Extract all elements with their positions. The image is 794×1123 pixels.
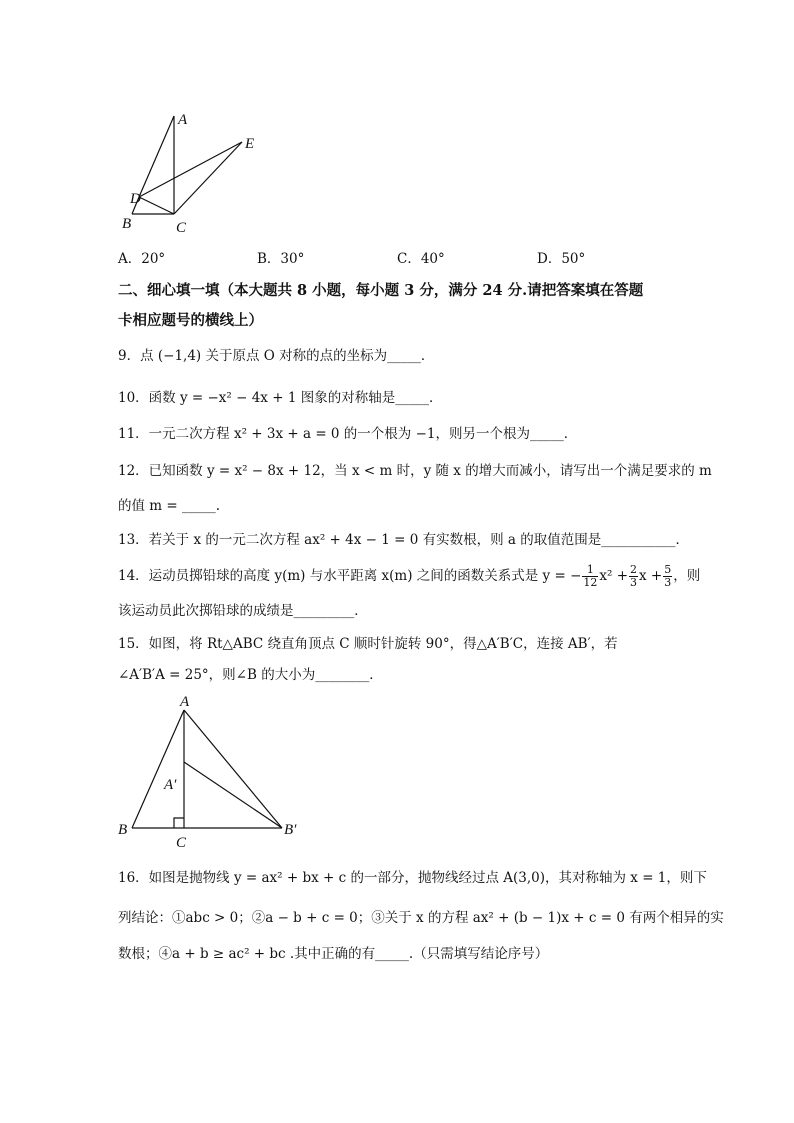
figure-triangle-ade [110, 108, 290, 238]
question-16-line2: 列结论：①abc > 0；②a − b + c = 0；③关于 x 的方程 ax² + (b − 1)x + c = 0 有两个相异的实 [118, 910, 724, 926]
segment-ce [174, 142, 242, 214]
label-a-prime: A′ [164, 777, 177, 793]
label-a: A [178, 112, 188, 128]
q14-text-before: 14．运动员掷铅球的高度 y(m) 与水平距离 x(m) 之间的函数关系式是 y = − [118, 568, 582, 584]
section-heading-line1: 二、细心填一填（本大题共 8 小题，每小题 3 分，满分 24 分.请把答案填在答题 [118, 282, 644, 299]
q14-text-mid1: x² + [599, 568, 629, 584]
right-angle-mark [174, 818, 184, 828]
label-e: E [245, 136, 255, 152]
segment-ad [139, 116, 174, 197]
question-12-line1: 12．已知函数 y = x² − 8x + 12，当 x < m 时，y 随 x 的增大而减小，请写出一个满足要求的 m [118, 463, 712, 479]
segment-ab-prime [184, 710, 282, 828]
label-b: B [122, 216, 132, 232]
question-13: 13．若关于 x 的一元二次方程 ax² + 4x − 1 = 0 有实数根，则 a 的取值范围是___________． [118, 532, 689, 548]
fraction-numerator: 5 [664, 563, 672, 576]
label-c: C [176, 220, 187, 236]
label-c: C [176, 835, 187, 851]
segment-a-prime-b-prime [184, 762, 282, 828]
segment-ab [132, 710, 184, 828]
question-15-line1: 15．如图，将 Rt△ABC 绕直角顶点 C 顺时针旋转 90°，得△A′B′C，连接 AB′，若 [118, 636, 618, 652]
label-d: D [130, 191, 141, 207]
fraction-denominator: 12 [583, 576, 598, 589]
section-heading-line2: 卡相应题号的横线上） [118, 312, 263, 329]
question-16-line1: 16．如图是抛物线 y = ax² + bx + c 的一部分，抛物线经过点 A(3,0)，其对称轴为 x = 1，则下 [118, 870, 707, 886]
label-b: B [118, 822, 128, 838]
choice-d: D．50° [537, 251, 586, 267]
question-15-line2: ∠A′B′A = 25°，则∠B 的大小为________． [118, 667, 383, 683]
fraction-denominator: 3 [630, 576, 638, 589]
q14-text-after: ，则 [673, 568, 701, 584]
label-b-prime: B′ [284, 822, 297, 838]
choice-a: A．20° [118, 251, 166, 267]
q14-text-mid2: x + [639, 568, 663, 584]
choice-b: B．30° [257, 251, 305, 267]
fraction-numerator: 2 [630, 563, 638, 576]
figure-rotated-triangle [110, 692, 310, 852]
question-11: 11．一元二次方程 x² + 3x + a = 0 的一个根为 −1，则另一个根为_____． [118, 426, 578, 442]
question-16-line3: 数根；④a + b ≥ ac² + bc .其中正确的有_____.（只需填写结论序号） [118, 946, 549, 962]
segment-de [139, 142, 242, 197]
question-14-line1 [118, 564, 700, 589]
question-14-line2: 该运动员此次掷铅球的成绩是_________． [118, 603, 368, 619]
choice-c: C．40° [397, 251, 445, 267]
fraction-denominator: 3 [664, 576, 672, 589]
fraction-5-3 [663, 564, 672, 589]
fraction-2-3 [629, 564, 638, 589]
question-9: 9．点 (−1,4) 关于原点 O 对称的点的坐标为_____． [118, 348, 435, 364]
question-10: 10．函数 y = −x² − 4x + 1 图象的对称轴是_____． [118, 390, 443, 406]
question-12-line2: 的值 m = _____. [118, 498, 221, 514]
label-a: A [180, 694, 190, 710]
segment-dc [139, 197, 174, 214]
fraction-numerator: 1 [582, 564, 598, 577]
fraction-1-12 [582, 564, 598, 589]
